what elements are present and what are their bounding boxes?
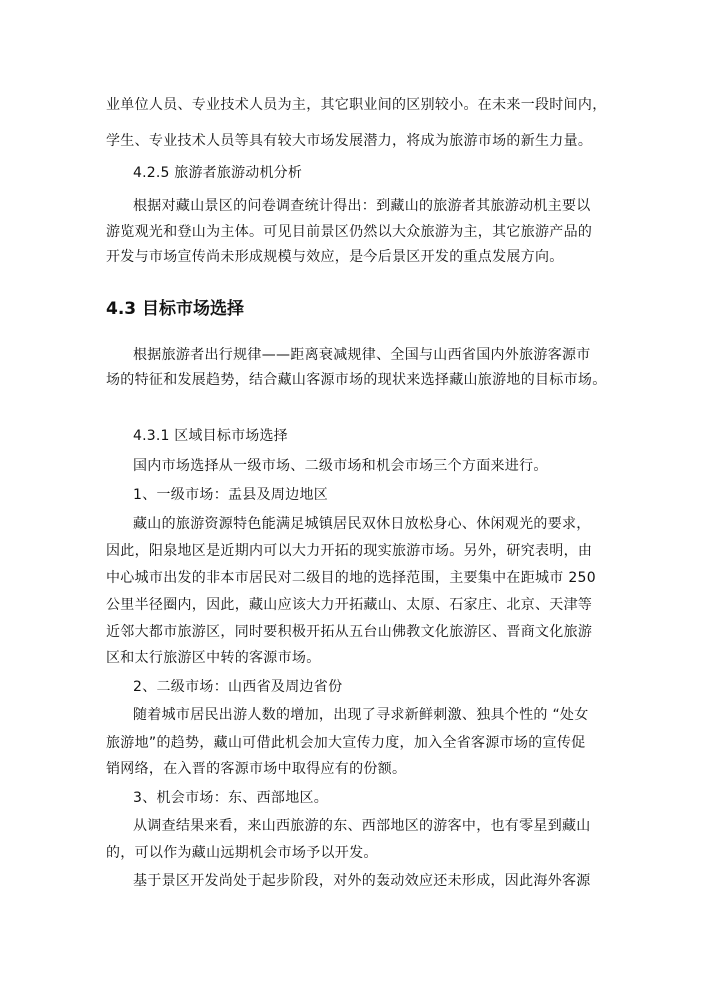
paragraph-line: 中心城市出发的非本市居民对二级目的地的选择范围，主要集中在距城市 250 — [106, 570, 596, 586]
paragraph-line: 随着城市居民出游人数的增加，出现了寻求新鲜刺激、独具个性的 “处女 — [133, 707, 589, 723]
paragraph-line: 公里半径圈内，因此，藏山应该大力开拓藏山、太原、石家庄、北京、天津等 — [106, 597, 593, 613]
paragraph-line: 游览观光和登山为主体。可见目前景区仍然以大众旅游为主，其它旅游产品的 — [106, 224, 593, 240]
paragraph-line: 业单位人员、专业技术人员为主，其它职业间的区别较小。在未来一段时间内， — [106, 97, 607, 113]
list-item-heading: 2、二级市场：山西省及周边省份 — [133, 679, 343, 695]
paragraph-line: 的，可以作为藏山远期机会市场予以开发。 — [106, 845, 378, 861]
paragraph-line: 根据对藏山景区的问卷调查统计得出：到藏山的旅游者其旅游动机主要以 — [133, 198, 591, 214]
paragraph-line: 根据旅游者出行规律——距离衰减规律、全国与山西省国内外旅游客源市 — [133, 347, 591, 363]
paragraph-line: 藏山的旅游资源特色能满足城镇居民双休日放松身心、休闲观光的要求， — [133, 516, 591, 532]
paragraph-line: 国内市场选择从一级市场、二级市场和机会市场三个方面来进行。 — [133, 458, 548, 474]
paragraph-line: 场的特征和发展趋势，结合藏山客源市场的现状来选择藏山旅游地的目标市场。 — [106, 372, 607, 388]
paragraph-line: 区和太行旅游区中转的客源市场。 — [106, 650, 321, 666]
paragraph-line: 因此，阳泉地区是近期内可以大力开拓的现实旅游市场。另外，研究表明，由 — [106, 543, 593, 559]
paragraph-line: 学生、专业技术人员等具有较大市场发展潜力，将成为旅游市场的新生力量。 — [106, 133, 593, 149]
subsection-heading: 4.3.1 区域目标市场选择 — [133, 428, 288, 444]
section-heading: 4.3 目标市场选择 — [106, 299, 245, 319]
subsection-heading: 4.2.5 旅游者旅游动机分析 — [133, 165, 303, 181]
paragraph-line: 开发与市场宣传尚未形成规模与效应，是今后景区开发的重点发展方向。 — [106, 249, 564, 265]
paragraph-line: 旅游地”的趋势，藏山可借此机会加大宣传力度，加入全省客源市场的宣传促 — [106, 735, 586, 751]
paragraph-line: 近邻大都市旅游区，同时要积极开拓从五台山佛教文化旅游区、晋商文化旅游 — [106, 624, 593, 640]
paragraph-line: 基于景区开发尚处于起步阶段，对外的轰动效应还未形成，因此海外客源 — [133, 873, 591, 889]
list-item-heading: 1、一级市场：盂县及周边地区 — [133, 487, 329, 503]
list-item-heading: 3、机会市场：东、西部地区。 — [133, 790, 329, 806]
paragraph-line: 销网络，在入晋的客源市场中取得应有的份额。 — [106, 761, 407, 777]
paragraph-line: 从调查结果来看，来山西旅游的东、西部地区的游客中，也有零星到藏山 — [133, 818, 591, 834]
